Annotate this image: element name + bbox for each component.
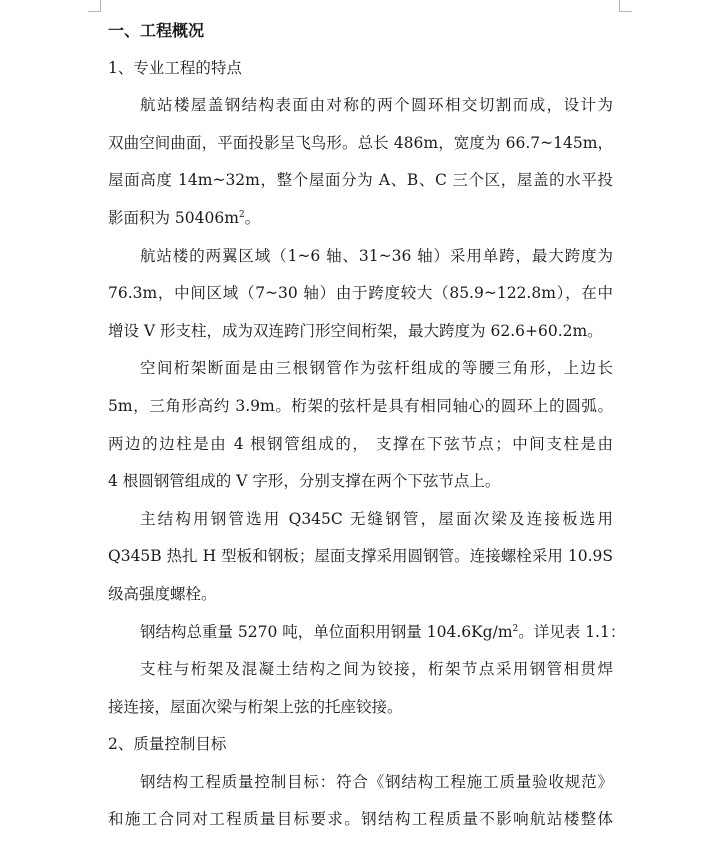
document-body (108, 12, 626, 839)
paragraph-line: Q345B 热扎 H 型板和钢板；屋面支撑采用圆钢管。连接螺栓采用 10.9S (108, 547, 613, 566)
paragraph-line: 76.3m，中间区域（7~30 轴）由于跨度较大（85.9~122.8m），在中 (108, 284, 613, 303)
area-text: 影面积为 50406m (108, 208, 239, 227)
page-corner-marker-right (619, 0, 632, 12)
paragraph-line: 双曲空间曲面，平面投影呈飞鸟形。总长 486m，宽度为 66.7~145m， (108, 133, 613, 152)
section-heading-2: 2、质量控制目标 (108, 735, 227, 754)
weight-superscript: 2 (512, 623, 519, 634)
paragraph-line: 钢结构工程质量控制目标：符合《钢结构工程施工质量验收规范》 (140, 772, 613, 791)
paragraph-line: 接连接，屋面次梁与桁架上弦的托座铰接。 (108, 697, 403, 716)
paragraph-line: 5m，三角形高约 3.9m。桁架的弦杆是具有相同轴心的圆环上的圆弧。 (108, 396, 613, 415)
area-superscript: 2 (238, 209, 245, 220)
document-title: 一、工程概况 (108, 21, 205, 40)
paragraph-line: 两边的边柱是由 4 根钢管组成的， 支撑在下弦节点；中间支柱是由 (108, 434, 613, 453)
paragraph-line: 屋面高度 14m~32m，整个屋面分为 A、B、C 三个区，屋盖的水平投 (108, 171, 613, 190)
page-corner-marker-left (88, 0, 101, 12)
paragraph-line (108, 614, 626, 652)
paragraph-line: 4 根圆钢管组成的 V 字形，分别支撑在两个下弦节点上。 (108, 472, 501, 491)
paragraph-line: 航站楼的两翼区域（1~6 轴、31~36 轴）采用单跨，最大跨度为 (140, 246, 613, 265)
paragraph-line: 级高强度螺栓。 (108, 584, 217, 603)
weight-end: 。详见表 1.1： (518, 622, 626, 641)
paragraph-line: 空间桁架断面是由三根钢管作为弦杆组成的等腰三角形，上边长 (140, 359, 613, 378)
paragraph-line: 航站楼屋盖钢结构表面由对称的两个圆环相交切割而成，设计为 (140, 96, 613, 115)
paragraph-line: 和施工合同对工程质量目标要求。钢结构工程质量不影响航站楼整体 (108, 810, 613, 829)
paragraph-line: 主结构用钢管选用 Q345C 无缝钢管，屋面次梁及连接板选用 (140, 509, 613, 528)
paragraph-line (108, 200, 613, 238)
paragraph-line: 支柱与桁架及混凝土结构之间为铰接，桁架节点采用钢管相贯焊 (140, 660, 613, 679)
weight-text: 钢结构总重量 5270 吨，单位面积用钢量 104.6Kg/m (140, 622, 513, 641)
section-heading-1: 1、专业工程的特点 (108, 58, 242, 77)
area-end: 。 (244, 208, 261, 227)
paragraph-line: 增设 V 形支柱，成为双连跨门形空间桁架，最大跨度为 62.6+60.2m。 (108, 321, 603, 340)
